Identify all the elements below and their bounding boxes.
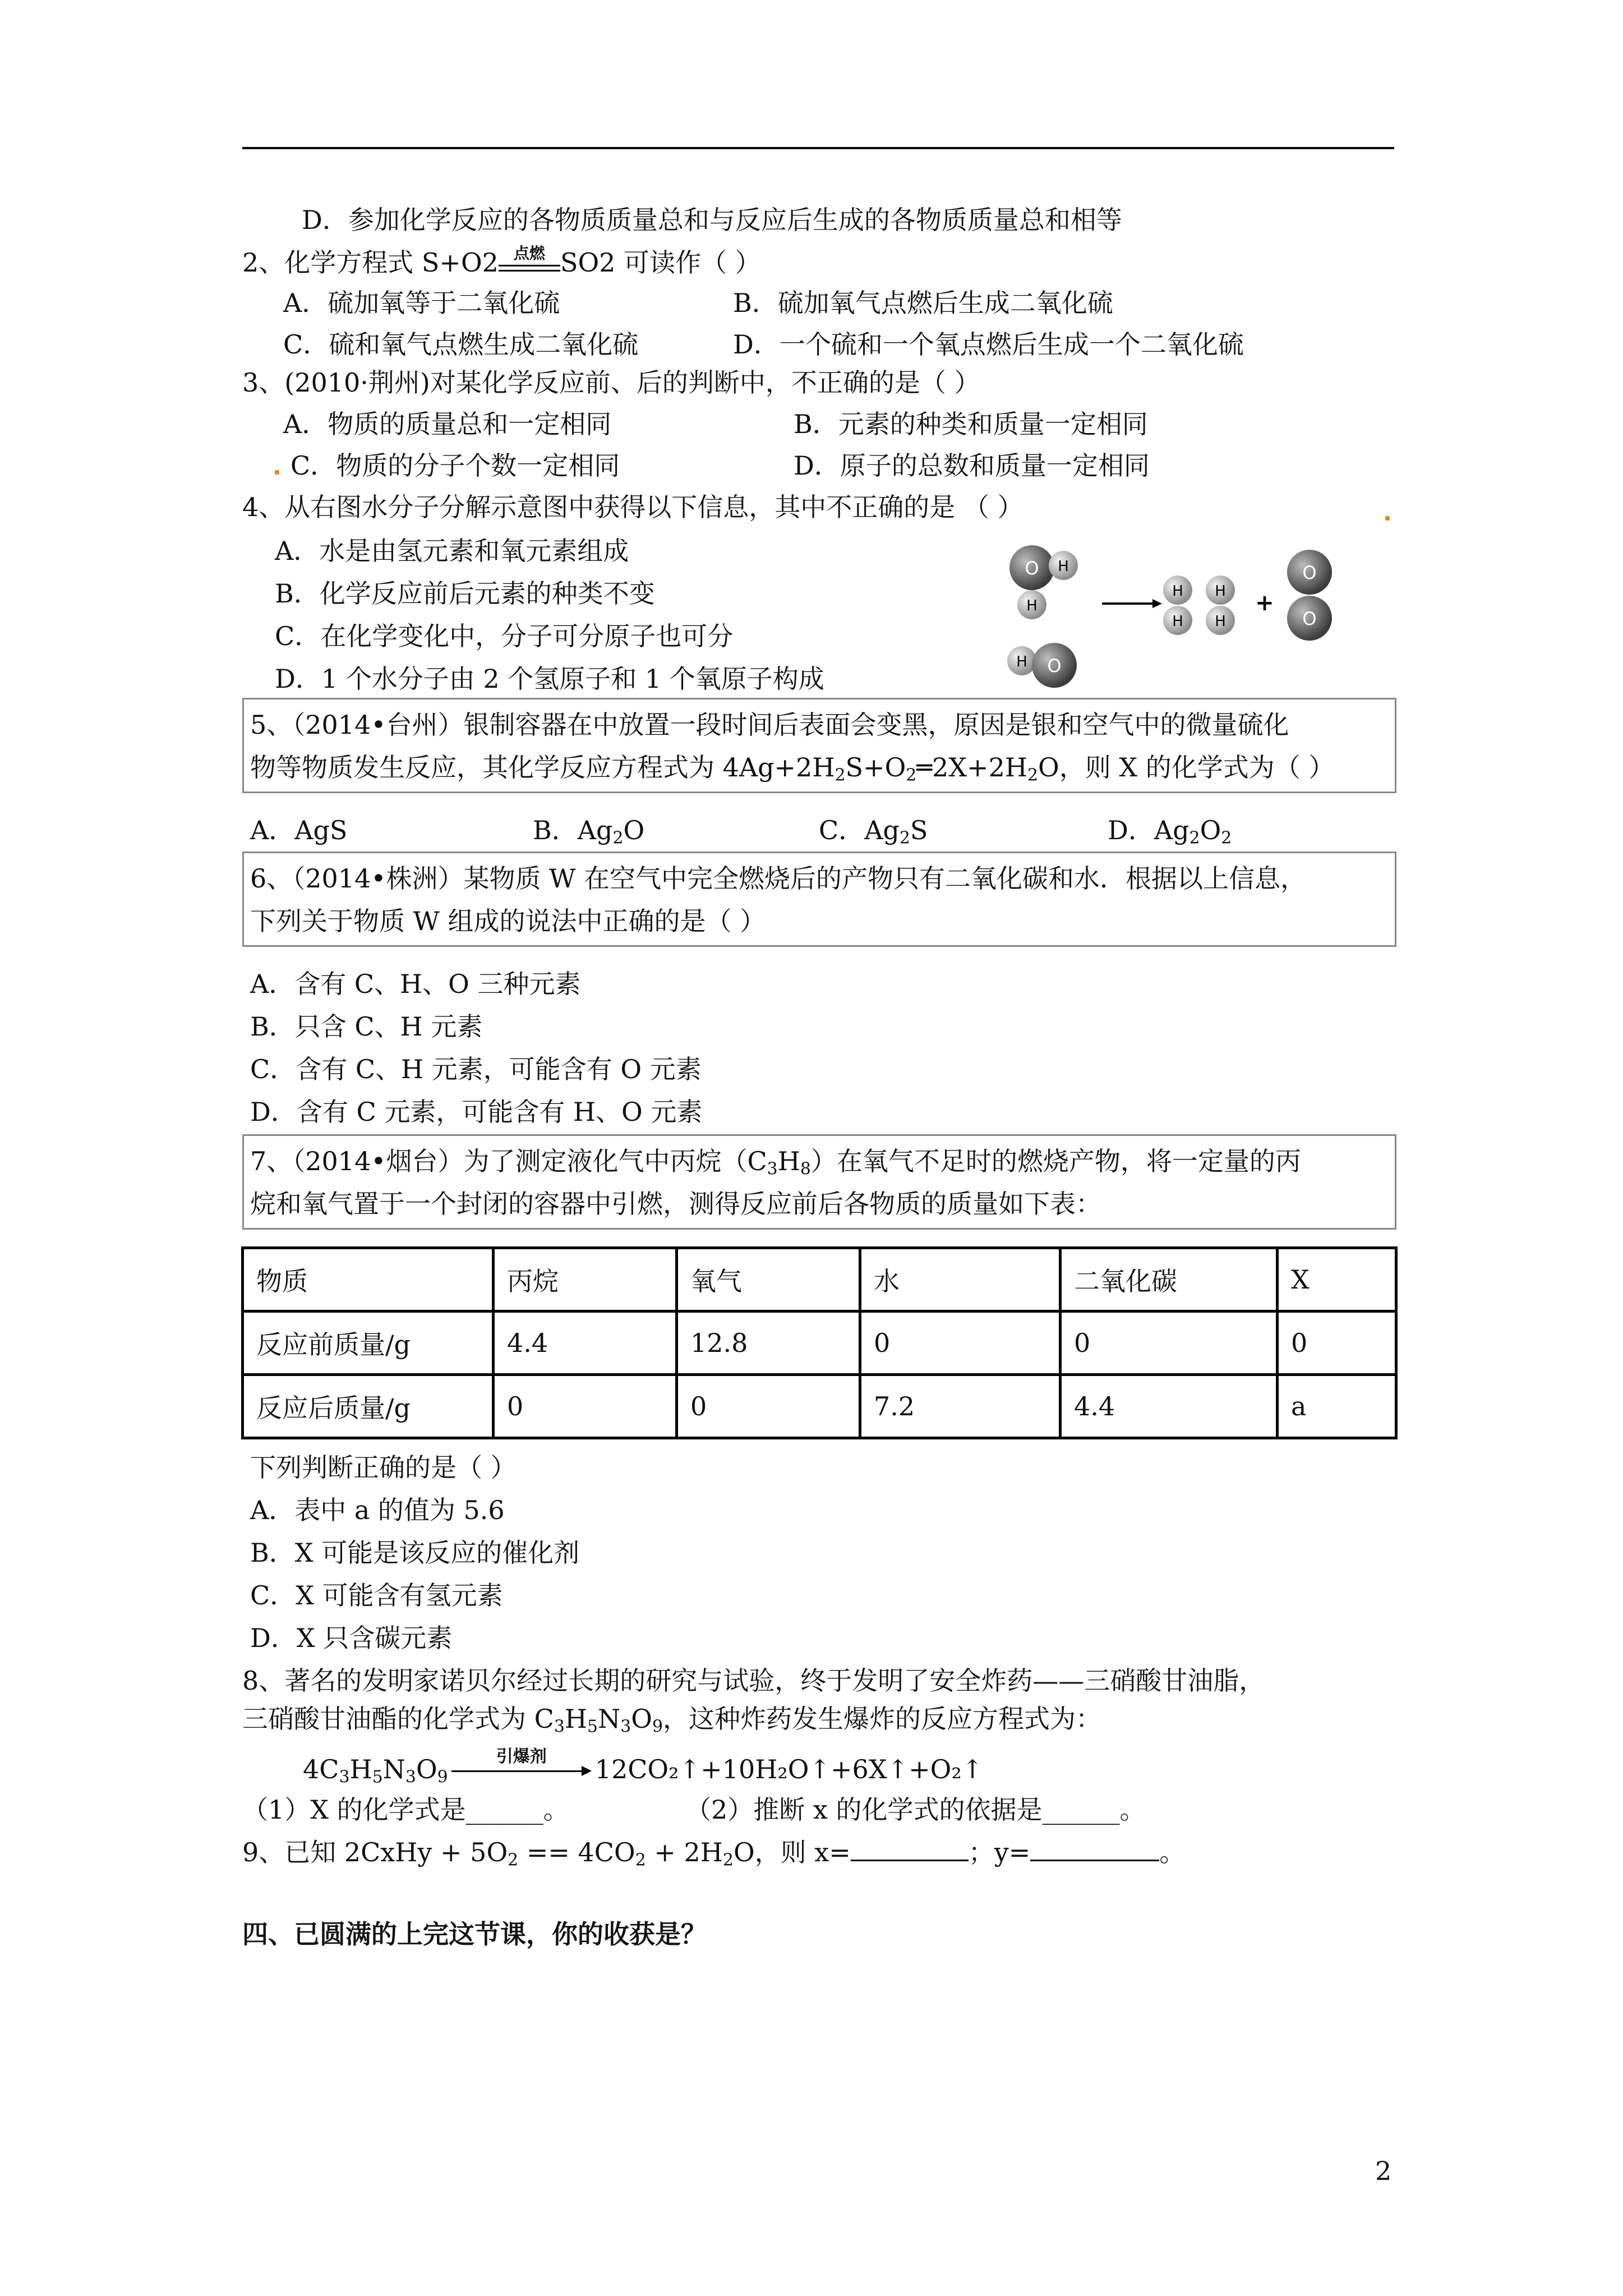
- table-cell: 反应后质量/g: [243, 1375, 494, 1438]
- svg-text:H: H: [1215, 613, 1226, 630]
- q8-stem-line2: 三硝酸甘油酯的化学式为 $C_3H_5N_3O_9$，这种炸药发生爆炸的反应方程式为：: [242, 1704, 1102, 1737]
- table-row: [243, 1375, 1396, 1438]
- q4-option-d: D．1 个水分子由 2 个氢原子和 1 个氧原子构成: [275, 664, 824, 694]
- q5-option-a: A．AgS: [250, 815, 348, 845]
- svg-text:H: H: [1172, 583, 1183, 600]
- q7-option-c: C．X 可能含有氢元素: [250, 1580, 503, 1611]
- table-cell: 4.4: [494, 1312, 677, 1375]
- q6-option-d: D．含有 C 元素，可能含有 H、O 元素: [250, 1097, 703, 1127]
- q8-subquestion-1: （1）X 的化学式是______。: [242, 1795, 569, 1825]
- table-cell: 0: [1278, 1312, 1396, 1375]
- q7-option-d: D．X 只含碳元素: [250, 1623, 453, 1653]
- q9-stem: 9、已知 2CxHy + $5O_2 == 4CO_2 + 2H_2O$，则 x= ；y= 。: [242, 1837, 1186, 1870]
- svg-text:O: O: [1302, 562, 1317, 583]
- q8-equation: $4C_3H_5N_3O_9$ 引爆剂 12CO₂↑+10H₂O↑+6X↑+O₂↑: [303, 1747, 984, 1787]
- q6-stem-line2: 下列关于物质 W 组成的说法中正确的是（ ）: [250, 906, 766, 936]
- svg-text:O: O: [1025, 558, 1039, 579]
- svg-text:H: H: [1016, 654, 1027, 670]
- q7-stem-line1: 7、（2014•烟台）为了测定液化气中丙烷$(C_3H_8)$在氧气不足时的燃烧产物，将一定量的丙: [250, 1146, 1301, 1179]
- q7-option-a: A．表中 a 的值为 5.6: [250, 1495, 505, 1525]
- table-cell: 0: [677, 1375, 860, 1438]
- q2-reaction-arrow: 点燃: [499, 249, 560, 272]
- q7-stem-line2: 烷和氧气置于一个封闭的容器中引燃，测得反应前后各物质的质量如下表：: [250, 1189, 1101, 1219]
- q6-stem-line1: 6、（2014•株洲）某物质 W 在空气中完全燃烧后的产物只有二氧化碳和水．根据以上信息，: [250, 863, 1306, 894]
- y-answer-blank[interactable]: [1030, 1837, 1159, 1861]
- q8-subquestion-2: （2）推断 x 的化学式的依据是______。: [685, 1795, 1146, 1825]
- svg-text:H: H: [1026, 597, 1038, 614]
- q3-option-c: C．物质的分子个数一定相同: [291, 450, 620, 481]
- table-cell: 水: [860, 1248, 1061, 1312]
- svg-text:+: +: [1255, 590, 1274, 616]
- header-rule: [242, 147, 1394, 149]
- q6-option-b: B．只含 C、H 元素: [250, 1011, 483, 1042]
- water-decomposition-diagram: [1004, 539, 1352, 696]
- table-cell: X: [1278, 1248, 1396, 1312]
- section-heading: 四、已圆满的上完这节课，你的收获是？: [242, 1919, 707, 1949]
- table-cell: 7.2: [860, 1375, 1061, 1438]
- table-row: [243, 1312, 1396, 1375]
- q5-option-c: C．$Ag_2S$: [819, 815, 928, 848]
- svg-text:O: O: [1047, 655, 1062, 677]
- q5-option-d: D．$Ag_2O_2$: [1108, 815, 1232, 848]
- q8-reaction-arrow: 引爆剂: [451, 1760, 592, 1783]
- q4-option-a: A．水是由氢元素和氧元素组成: [275, 536, 629, 566]
- svg-text:H: H: [1172, 613, 1183, 630]
- q3-option-a: A．物质的质量总和一定相同: [283, 409, 612, 439]
- q8-stem-line1: 8、著名的发明家诺贝尔经过长期的研究与试验，终于发明了安全炸药——三硝酸甘油脂，: [242, 1665, 1265, 1696]
- q7-question: 下列判断正确的是（ ）: [250, 1452, 517, 1483]
- table-cell: 0: [860, 1312, 1061, 1375]
- table-header-row: [243, 1248, 1396, 1312]
- q1-option-d: D．参加化学反应的各物质质量总和与反应后生成的各物质质量总和相等: [302, 205, 1122, 235]
- q2-option-b: B．硫加氧气点燃后生成二氧化硫: [733, 288, 1113, 318]
- q2-option-c: C．硫和氧气点燃生成二氧化硫: [283, 329, 639, 360]
- svg-text:O: O: [1302, 608, 1317, 629]
- q3-stem: 3、(2010·荆州)对某化学反应前、后的判断中，不正确的是（ ）: [242, 367, 980, 398]
- table-cell: 12.8: [677, 1312, 860, 1375]
- stray-mark: [1385, 516, 1390, 521]
- table-cell: 氧气: [677, 1248, 860, 1312]
- q5-stem-line2: 物等物质发生反应，其化学反应方程式为 $4Ag+2H_2S+O_2═2X+2H_2O$，则 X 的化学式为（ ）: [250, 752, 1335, 785]
- x-answer-blank[interactable]: [851, 1837, 969, 1861]
- q4-stem: 4、从右图水分子分解示意图中获得以下信息，其中不正确的是 （ ）: [242, 492, 1023, 522]
- table-cell: 二氧化碳: [1061, 1248, 1278, 1312]
- q6-option-a: A．含有 C、H、O 三种元素: [250, 969, 581, 999]
- table-cell: 0: [494, 1375, 677, 1438]
- svg-text:H: H: [1058, 558, 1069, 575]
- q3-option-b: B．元素的种类和质量一定相同: [794, 409, 1148, 439]
- svg-text:H: H: [1215, 583, 1226, 600]
- table-cell: 0: [1061, 1312, 1278, 1375]
- q5-stem-line1: 5、（2014•台州）银制容器在中放置一段时间后表面会变黑，原因是银和空气中的微量硫化: [250, 710, 1289, 740]
- q2-option-a: A．硫加氧等于二氧化硫: [283, 288, 560, 318]
- q7-mass-table: [241, 1246, 1398, 1439]
- q6-option-c: C．含有 C、H 元素，可能含有 O 元素: [250, 1054, 702, 1084]
- q2-option-d: D．一个硫和一个氧点燃后生成一个二氧化硫: [733, 329, 1244, 360]
- table-cell: a: [1278, 1375, 1396, 1438]
- q4-option-c: C．在化学变化中，分子可分原子也可分: [275, 621, 734, 651]
- stray-mark: [275, 470, 279, 475]
- q4-option-b: B．化学反应前后元素的种类不变: [275, 578, 655, 609]
- table-cell: 丙烷: [494, 1248, 677, 1312]
- q3-option-d: D．原子的总数和质量一定相同: [794, 450, 1150, 481]
- table-cell: 物质: [243, 1248, 494, 1312]
- page-number: 2: [1375, 2156, 1392, 2186]
- q2-stem: 2、化学方程式 S+O2 点燃 SO2 可读作（ ）: [242, 244, 761, 278]
- q5-option-b: B．$Ag_2O$: [533, 815, 645, 848]
- q7-option-b: B．X 可能是该反应的催化剂: [250, 1538, 580, 1568]
- table-cell: 4.4: [1061, 1375, 1278, 1438]
- table-cell: 反应前质量/g: [243, 1312, 494, 1375]
